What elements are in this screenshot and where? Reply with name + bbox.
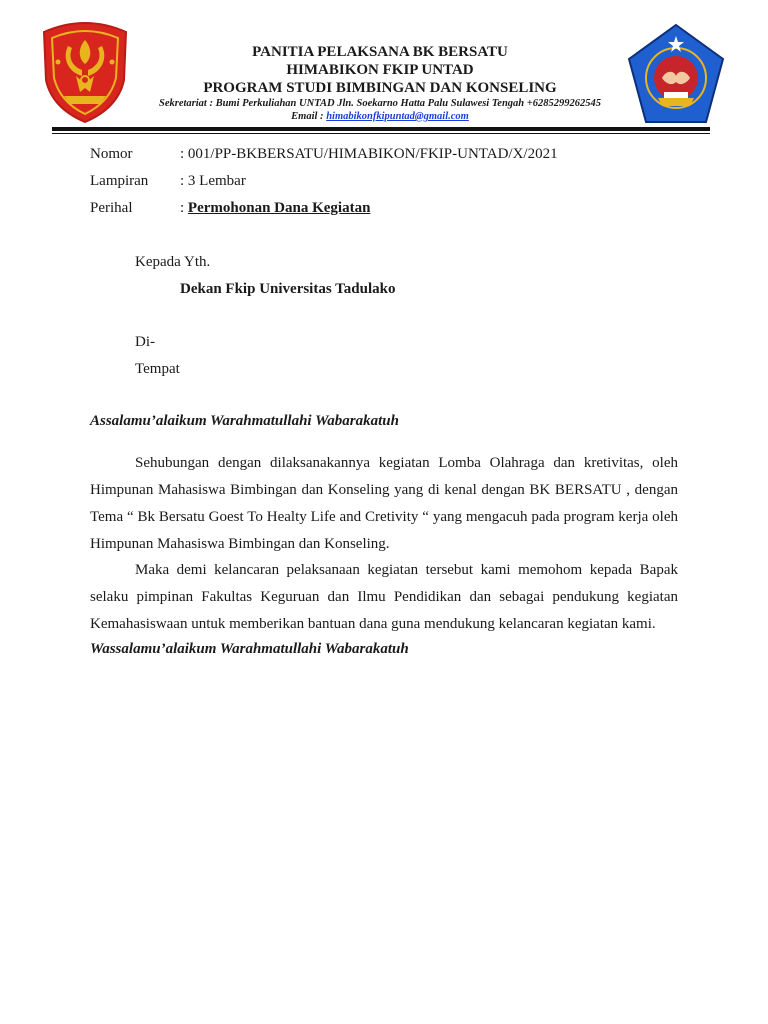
greeting: Assalamu’alaikum Warahmatullahi Wabarakatuh	[90, 413, 399, 429]
closing: Wassalamu’alaikum Warahmatullahi Wabarakatuh	[90, 641, 409, 657]
perihal-label: Perihal	[90, 200, 133, 216]
nomor-label: Nomor	[90, 146, 133, 162]
org-title: PANITIA PELAKSANA BK BERSATU	[252, 44, 508, 60]
email-line	[130, 110, 630, 123]
perihal-value-wrap	[180, 200, 370, 217]
nomor-value: : 001/PP-BKBERSATU/HIMABIKON/FKIP-UNTAD/X/2021	[180, 146, 558, 162]
perihal-value: Permohonan Dana Kegiatan	[187, 200, 371, 216]
recipient-name: Dekan Fkip Universitas Tadulako	[180, 281, 396, 297]
header-rule-thin	[52, 133, 710, 134]
untad-shield-logo-icon	[38, 18, 132, 124]
org-subtitle: HIMABIKON FKIP UNTAD	[286, 62, 474, 78]
kepada-yth: Kepada Yth.	[135, 254, 211, 270]
paragraph-1: Sehubungan dengan dilaksanakannya kegiatan Lomba Olahraga dan kretivitas, oleh Himpunan Mahasiswa Bimbingan dan Konseling yang di kenal dengan BK BERSATU , dengan Tema “ Bk Bersatu Goest To Healty Life and Cretivity “ yang mengacuh pada program kerja oleh Himpunan Mahasiswa Bimbingan dan Konseling.	[90, 455, 678, 552]
letterhead	[130, 43, 630, 123]
email-link[interactable]: himabikonfkipuntad@gmail.com	[326, 111, 469, 122]
header-rule-thick	[52, 127, 710, 131]
paragraph-2: Maka demi kelancaran pelaksanaan kegiatan tersebut kami memohom kepada Bapak selaku pimpinan Fakultas Keguruan dan Ilmu Pendidikan dan sebagai pendukung kegiatan Kemahasiswaan untuk memberikan bantuan dana guna mendukung kelancaran kegiatan kami.	[90, 562, 678, 632]
program-title: PROGRAM STUDI BIMBINGAN DAN KONSELING	[203, 80, 557, 96]
email-label: Email :	[291, 111, 327, 122]
tempat-label: Tempat	[135, 361, 180, 377]
di-label: Di-	[135, 334, 155, 350]
lampiran-label: Lampiran	[90, 173, 149, 189]
himabikon-pentagon-logo-icon	[626, 22, 726, 126]
perihal-colon: :	[180, 200, 188, 216]
lampiran-value: : 3 Lembar	[180, 173, 246, 189]
secretariat-address: Sekretariat : Bumi Perkuliahan UNTAD Jln. Soekarno Hatta Palu Sulawesi Tengah +6285299262545	[159, 98, 601, 109]
